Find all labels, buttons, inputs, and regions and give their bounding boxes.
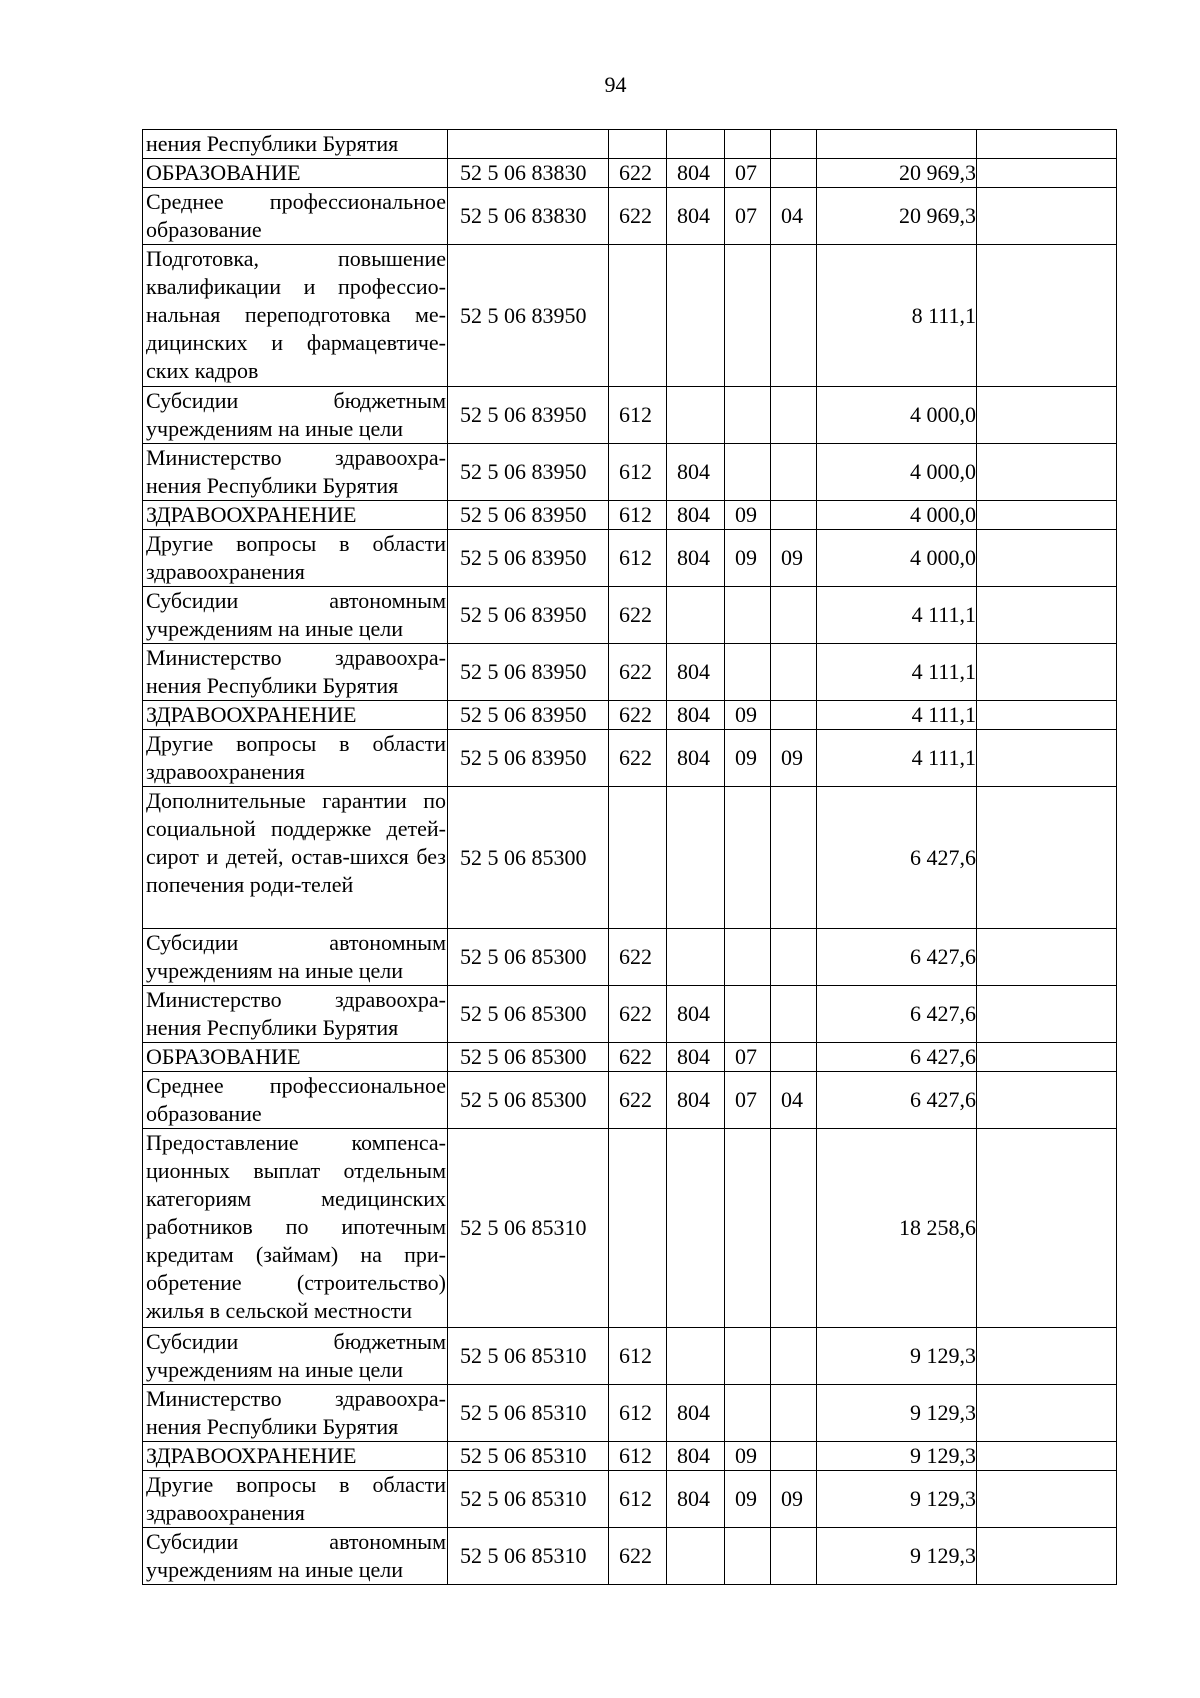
target-code: 52 5 06 83830 [448,159,609,188]
amount: 9 129,3 [817,1385,977,1442]
amount: 4 111,1 [817,701,977,730]
empty-cell [977,130,1117,159]
amount: 6 427,6 [817,929,977,986]
table-row [143,188,1117,245]
expense-type: 622 [609,701,667,730]
expense-type: 622 [609,730,667,787]
amount: 4 000,0 [817,444,977,501]
target-code: 52 5 06 85310 [448,1129,609,1328]
ministry-code [667,1528,725,1585]
amount: 4 000,0 [817,530,977,587]
row-name: Субсидии автономным учреждениям на иные цели [143,587,448,644]
table-row [143,444,1117,501]
target-code: 52 5 06 83950 [448,644,609,701]
table-row [143,587,1117,644]
expense-type: 612 [609,501,667,530]
expense-type: 612 [609,387,667,444]
row-name: Министерство здравоохра-нения Республики Бурятия [143,644,448,701]
section-code: 09 [725,1471,771,1528]
expense-type: 622 [609,188,667,245]
expense-type [609,245,667,387]
empty-cell [977,530,1117,587]
subsection-code [771,1328,817,1385]
ministry-code: 804 [667,1043,725,1072]
amount: 4 111,1 [817,644,977,701]
amount [817,130,977,159]
expense-type: 612 [609,1385,667,1442]
subsection-code [771,1442,817,1471]
table-row [143,986,1117,1043]
ministry-code [667,1129,725,1328]
ministry-code: 804 [667,701,725,730]
table-row [143,929,1117,986]
empty-cell [977,730,1117,787]
expense-type: 622 [609,986,667,1043]
row-name: нения Республики Бурятия [143,130,448,159]
expense-type: 612 [609,1442,667,1471]
target-code: 52 5 06 83950 [448,530,609,587]
section-code: 09 [725,1442,771,1471]
empty-cell [977,1072,1117,1129]
ministry-code: 804 [667,730,725,787]
subsection-code [771,701,817,730]
target-code: 52 5 06 83950 [448,730,609,787]
empty-cell [977,1129,1117,1328]
expense-type [609,1129,667,1328]
section-code [725,387,771,444]
table-row [143,530,1117,587]
target-code [448,130,609,159]
row-name: ЗДРАВООХРАНЕНИЕ [143,701,448,730]
expense-type: 622 [609,929,667,986]
section-code [725,245,771,387]
table-row [143,701,1117,730]
amount: 4 111,1 [817,587,977,644]
ministry-code: 804 [667,1072,725,1129]
subsection-code [771,1129,817,1328]
empty-cell [977,787,1117,929]
target-code: 52 5 06 83950 [448,701,609,730]
section-code [725,444,771,501]
ministry-code [667,929,725,986]
target-code: 52 5 06 85310 [448,1385,609,1442]
table-row [143,159,1117,188]
row-name: ОБРАЗОВАНИЕ [143,159,448,188]
table-body [143,130,1117,1585]
expense-type: 622 [609,1528,667,1585]
section-code [725,1385,771,1442]
subsection-code [771,245,817,387]
table-row [143,387,1117,444]
expense-type: 612 [609,530,667,587]
ministry-code: 804 [667,1471,725,1528]
subsection-code: 09 [771,730,817,787]
target-code: 52 5 06 85300 [448,1072,609,1129]
section-code: 09 [725,501,771,530]
row-name: Другие вопросы в области здравоохранения [143,730,448,787]
subsection-code [771,1528,817,1585]
target-code: 52 5 06 83950 [448,501,609,530]
table-row [143,1328,1117,1385]
amount: 4 000,0 [817,501,977,530]
ministry-code [667,1328,725,1385]
empty-cell [977,929,1117,986]
ministry-code: 804 [667,159,725,188]
section-code [725,1129,771,1328]
empty-cell [977,587,1117,644]
row-name: Субсидии бюджетным учреждениям на иные цели [143,387,448,444]
table-row [143,130,1117,159]
ministry-code [667,130,725,159]
subsection-code [771,986,817,1043]
row-name: Предоставление компенса-ционных выплат отдельным категориям медицинских работников по ипотечным кредитам (займам) на при-обретение (строительство) жилья в сельской местности [143,1129,448,1328]
table-row [143,1385,1117,1442]
table-row [143,1528,1117,1585]
subsection-code [771,787,817,929]
table-row [143,730,1117,787]
table-row [143,1442,1117,1471]
table-row [143,1471,1117,1528]
ministry-code: 804 [667,188,725,245]
amount: 4 000,0 [817,387,977,444]
row-name: Подготовка, повышение квалификации и профессио-нальная переподготовка ме-дицинских и фармацевтиче-ских кадров [143,245,448,387]
section-code: 09 [725,701,771,730]
target-code: 52 5 06 83950 [448,387,609,444]
table-row [143,644,1117,701]
target-code: 52 5 06 85310 [448,1528,609,1585]
row-name: Среднее профессиональное образование [143,1072,448,1129]
empty-cell [977,188,1117,245]
empty-cell [977,1385,1117,1442]
empty-cell [977,1328,1117,1385]
amount: 6 427,6 [817,1072,977,1129]
section-code [725,929,771,986]
ministry-code [667,387,725,444]
empty-cell [977,387,1117,444]
budget-table [142,129,1117,1585]
amount: 20 969,3 [817,188,977,245]
table-row [143,501,1117,530]
target-code: 52 5 06 83950 [448,444,609,501]
ministry-code [667,787,725,929]
subsection-code [771,387,817,444]
target-code: 52 5 06 85310 [448,1328,609,1385]
empty-cell [977,444,1117,501]
expense-type: 622 [609,587,667,644]
section-code: 09 [725,530,771,587]
expense-type: 622 [609,644,667,701]
empty-cell [977,701,1117,730]
target-code: 52 5 06 85300 [448,1043,609,1072]
row-name: Министерство здравоохра-нения Республики Бурятия [143,1385,448,1442]
ministry-code: 804 [667,986,725,1043]
table-row [143,245,1117,387]
page-number: 94 [604,72,627,97]
subsection-code: 04 [771,188,817,245]
row-name: ОБРАЗОВАНИЕ [143,1043,448,1072]
row-name: Другие вопросы в области здравоохранения [143,1471,448,1528]
row-name: Дополнительные гарантии по социальной поддержке детей-сирот и детей, остав-шихся без попечения роди-телей [143,787,448,929]
section-code: 09 [725,730,771,787]
ministry-code: 804 [667,501,725,530]
amount: 9 129,3 [817,1528,977,1585]
amount: 6 427,6 [817,1043,977,1072]
subsection-code: 09 [771,530,817,587]
expense-type: 612 [609,444,667,501]
section-code: 07 [725,1043,771,1072]
table-row [143,1072,1117,1129]
target-code: 52 5 06 83830 [448,188,609,245]
row-name: Субсидии автономным учреждениям на иные цели [143,1528,448,1585]
subsection-code [771,444,817,501]
expense-type: 622 [609,159,667,188]
amount: 9 129,3 [817,1471,977,1528]
empty-cell [977,1043,1117,1072]
amount: 9 129,3 [817,1328,977,1385]
row-name: Среднее профессиональное образование [143,188,448,245]
row-name: Субсидии автономным учреждениям на иные цели [143,929,448,986]
expense-type: 622 [609,1043,667,1072]
subsection-code: 04 [771,1072,817,1129]
expense-type [609,130,667,159]
ministry-code: 804 [667,1442,725,1471]
subsection-code [771,644,817,701]
target-code: 52 5 06 83950 [448,245,609,387]
section-code [725,1328,771,1385]
table-row [143,1043,1117,1072]
amount: 18 258,6 [817,1129,977,1328]
section-code: 07 [725,188,771,245]
section-code [725,130,771,159]
amount: 8 111,1 [817,245,977,387]
subsection-code [771,501,817,530]
empty-cell [977,1528,1117,1585]
empty-cell [977,245,1117,387]
row-name: ЗДРАВООХРАНЕНИЕ [143,1442,448,1471]
target-code: 52 5 06 85300 [448,986,609,1043]
subsection-code [771,929,817,986]
target-code: 52 5 06 85310 [448,1442,609,1471]
empty-cell [977,644,1117,701]
section-code: 07 [725,1072,771,1129]
ministry-code: 804 [667,1385,725,1442]
section-code [725,1528,771,1585]
amount: 20 969,3 [817,159,977,188]
ministry-code: 804 [667,444,725,501]
row-name: Субсидии бюджетным учреждениям на иные цели [143,1328,448,1385]
empty-cell [977,1471,1117,1528]
target-code: 52 5 06 85310 [448,1471,609,1528]
ministry-code: 804 [667,530,725,587]
subsection-code: 09 [771,1471,817,1528]
section-code: 07 [725,159,771,188]
ministry-code: 804 [667,644,725,701]
subsection-code [771,159,817,188]
section-code [725,587,771,644]
row-name: Другие вопросы в области здравоохранения [143,530,448,587]
section-code [725,986,771,1043]
ministry-code [667,587,725,644]
empty-cell [977,159,1117,188]
amount: 6 427,6 [817,787,977,929]
subsection-code [771,1385,817,1442]
expense-type: 612 [609,1328,667,1385]
expense-type [609,787,667,929]
row-name: Министерство здравоохра-нения Республики Бурятия [143,986,448,1043]
table-row [143,1129,1117,1328]
target-code: 52 5 06 83950 [448,587,609,644]
subsection-code [771,1043,817,1072]
expense-type: 612 [609,1471,667,1528]
subsection-code [771,130,817,159]
empty-cell [977,1442,1117,1471]
section-code [725,787,771,929]
row-name: Министерство здравоохра-нения Республики Бурятия [143,444,448,501]
empty-cell [977,986,1117,1043]
target-code: 52 5 06 85300 [448,929,609,986]
amount: 4 111,1 [817,730,977,787]
row-name: ЗДРАВООХРАНЕНИЕ [143,501,448,530]
subsection-code [771,587,817,644]
table-row [143,787,1117,929]
amount: 6 427,6 [817,986,977,1043]
section-code [725,644,771,701]
amount: 9 129,3 [817,1442,977,1471]
ministry-code [667,245,725,387]
expense-type: 622 [609,1072,667,1129]
target-code: 52 5 06 85300 [448,787,609,929]
empty-cell [977,501,1117,530]
